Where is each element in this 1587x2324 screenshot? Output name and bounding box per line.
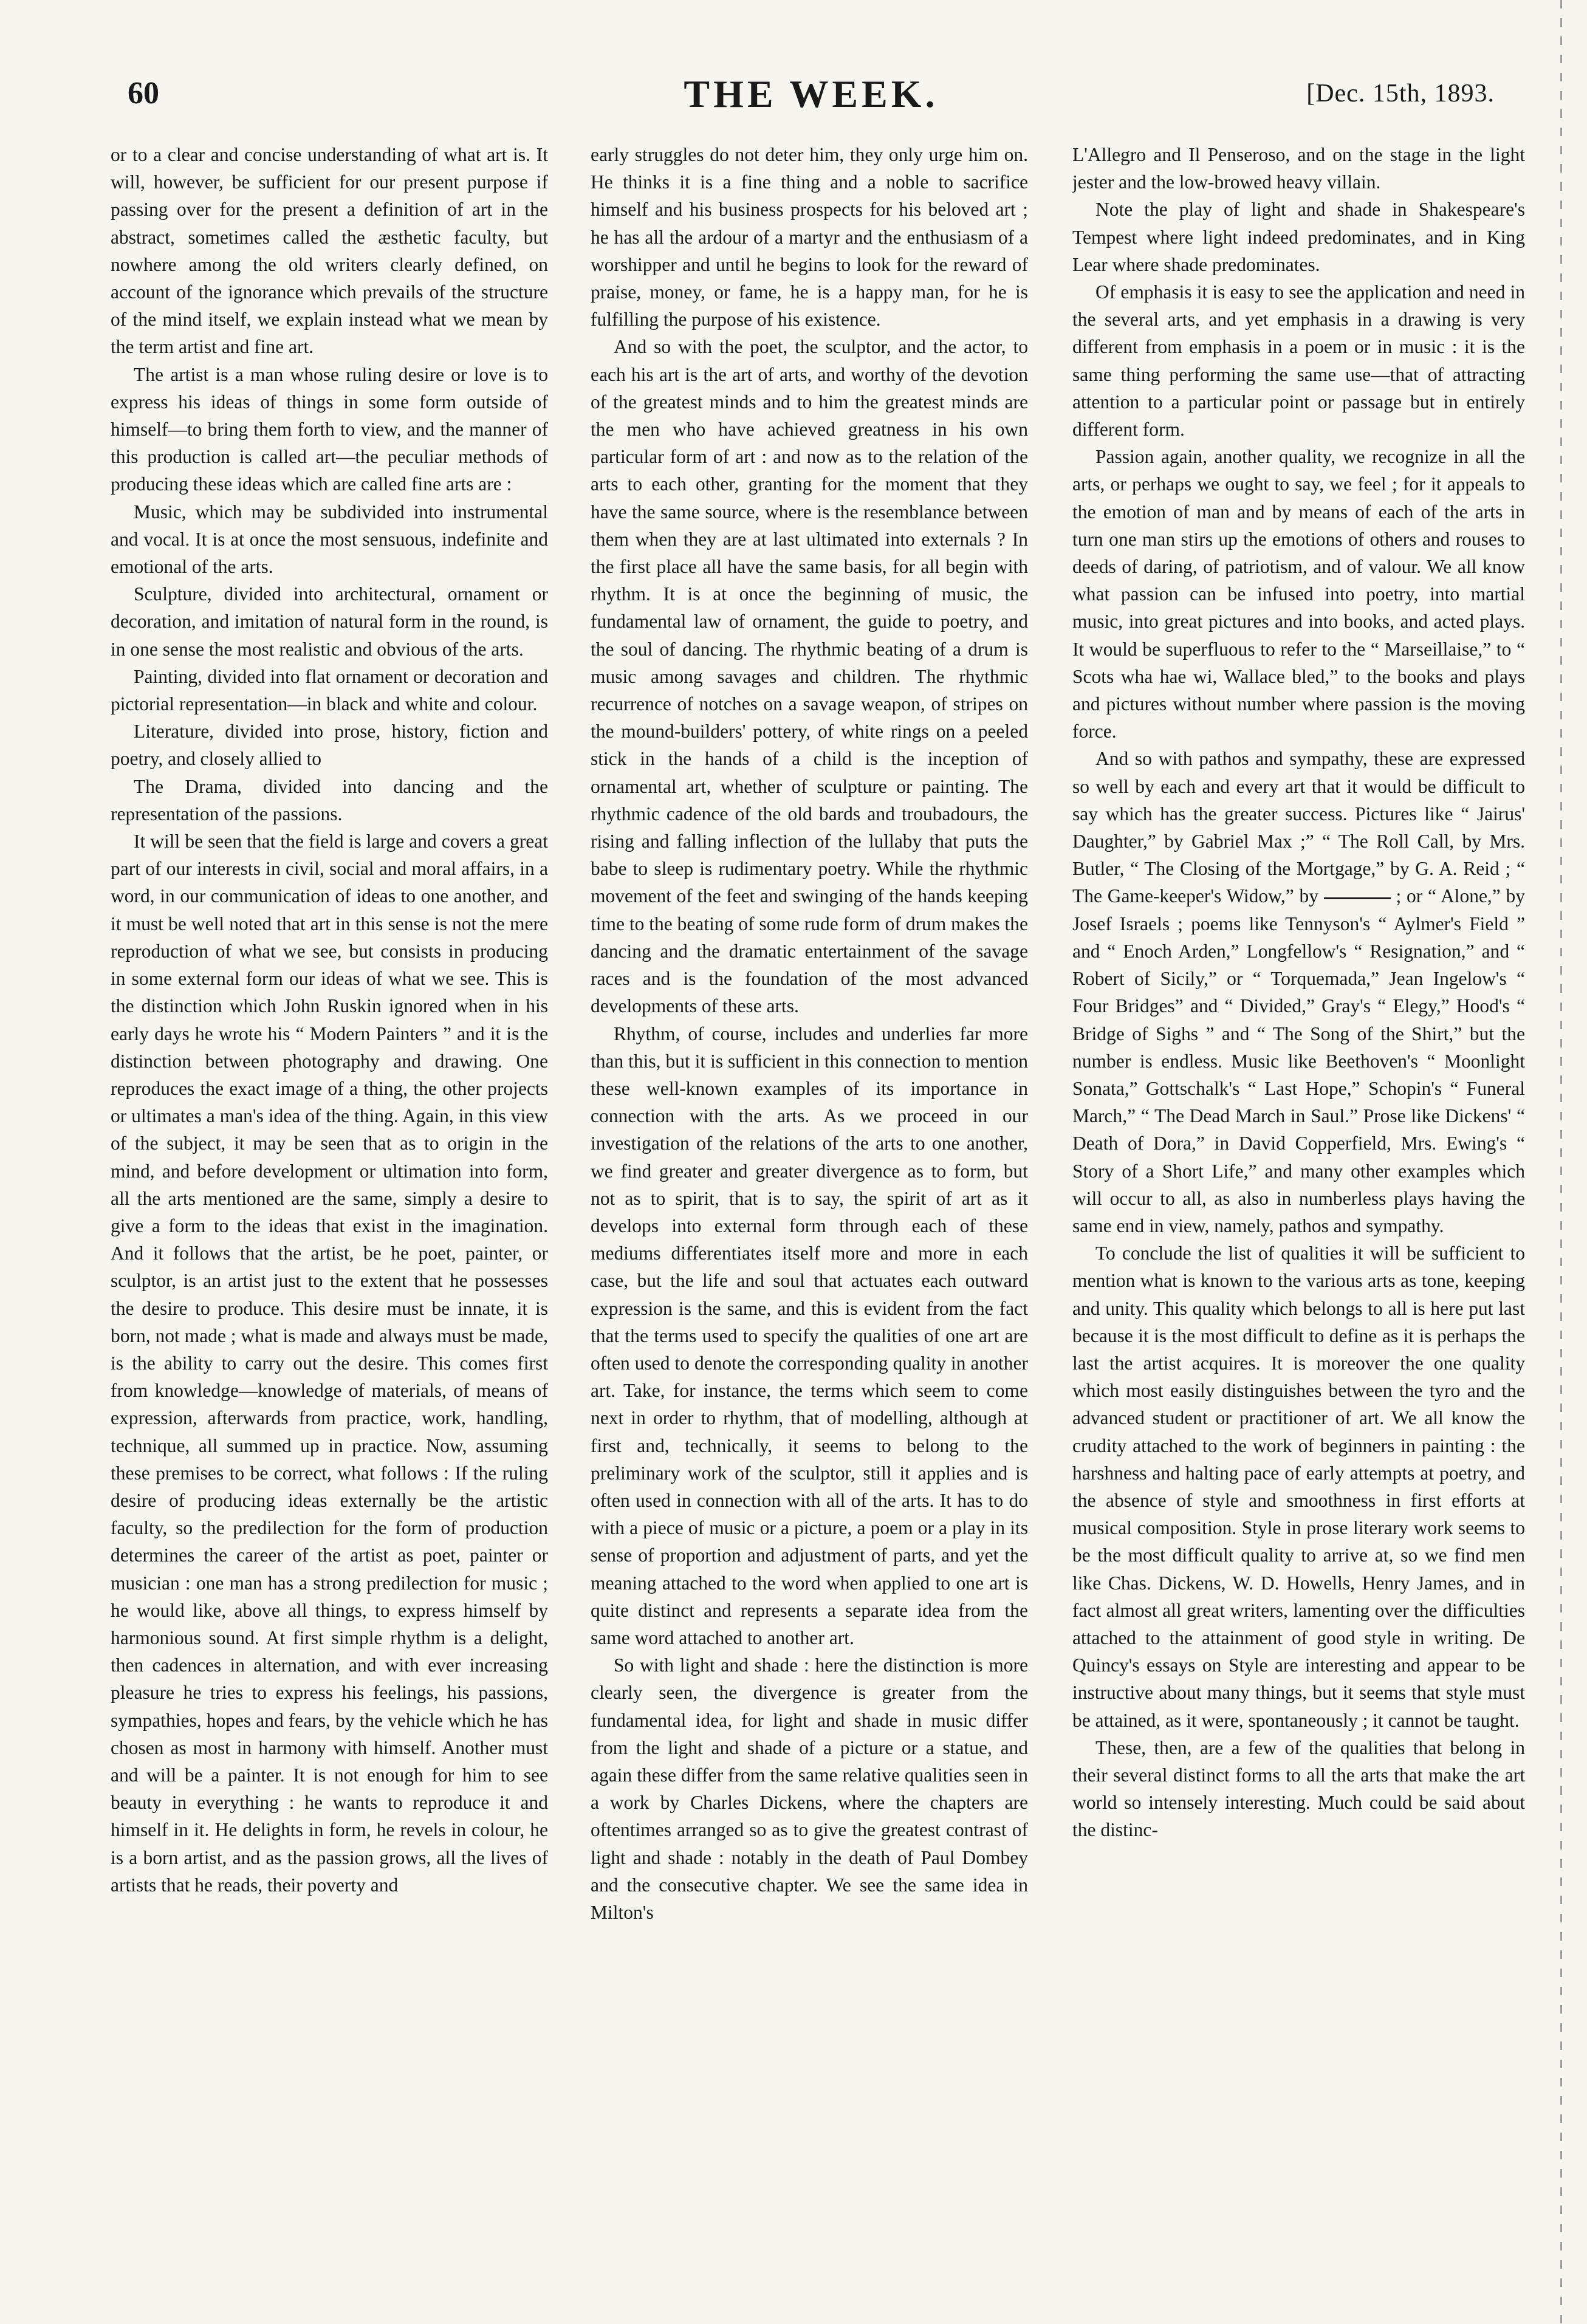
paragraph: early struggles do not deter him, they only urge him on. He thinks it is a fine thing and a noble to sacrifice himself and his business prospects for his beloved art ; he has all the ardour of a martyr and the enthusiasm of a worshipper and until he begins to look for the reward of praise, money, or fame, he is a happy man, for he is fulfilling the purpose of his existence. <box>591 144 1028 331</box>
paragraph: And so with the poet, the sculptor, and the actor, to each his art is the art of arts, and worthy of the devotion of the greatest minds and to him the greatest minds are the men who have achieved greatness in his own particular form of art : and now as to the relation of the arts to each other, granting for the moment that they have the same source, where is the resemblance between them when they are at last ultimated into externals ? In the first place all have the same basis, for all begin with rhythm. It is at once the beginning of music, the fundamental law of ornament, the guide to poetry, and the soul of dancing. The rhythmic beating of a drum is music among savages and children. The rhythmic recurrence of notches on a savage weapon, of stripes on the mound-builders' pottery, of white rings on a peeled stick in the hands of a child is the inception of ornamental art, whether of sculpture or painting. The rhythmic cadence of the old bards and troubadours, the rising and falling inflection of the lullaby that puts the babe to sleep is rudimentary poetry. While the rhythmic movement of the feet and swinging of the hands keeping time to the beating of some rude form of drum makes the dancing and the dramatic entertainment of the savage races and is the foundation of the most advanced developments of these arts. <box>591 336 1028 1017</box>
paragraph-text: ; or “ Alone,” by Josef Israels ; poems like Tennyson's “ Aylmer's Field ” and “ Enoch Arden,” Longfellow's “ Resignation,” and “ Robert of Sicily,” or “ Torquemada,” Jean Ingelow's “ Four Bridges” and “ Divided,” Gray's “ Elegy,” Hood's “ Bridge of Sighs ” and “ The Song of the Shirt,” but the number is endless. Music like Beethoven's “ Moonlight Sonata,” Gottschalk's “ Last Hope,” Schopin's “ Funeral March,” “ The Dead March in Saul.” Prose like Dickens' “ Death of Dora,” in David Copperfield, Mrs. Ewing's “ Story of a Short Life,” and many other examples which will occur to all, as also in numberless plays having the same end in view, namely, pathos and sympathy. <box>1072 885 1525 1236</box>
journal-title: THE WEEK. <box>684 72 939 115</box>
paragraph: Passion again, another quality, we recognize in all the arts, or perhaps we ought to say, we feel ; for it appeals to the emotion of man and by means of each of the arts in turn one man stirs up the emotions of others and rouses to deeds of daring, of patriotism, and of valour. We all know what passion can be infused into poetry, into martial music, into great pictures and into books, and acted plays. It would be superfluous to refer to the “ Marseillaise,” to “ Scots wha hae wi, Wallace bled,” to the books and plays and pictures without number where passion is the moving force. <box>1072 446 1525 742</box>
paragraph: Rhythm, of course, includes and underlies far more than this, but it is sufficient in this connection to mention these well-known examples of its importance in connection with the arts. As we proceed in our investigation of the relations of the arts to one another, we find greater and greater divergence as to form, but not as to spirit, that is to say, the spirit of art as it develops into external form through each of these mediums differentiates itself more and more in each case, but the life and soul that actuates each outward expression is the same, and this is evident from the fact that the terms used to specify the qualities of one art are often used to denote the corresponding quality in another art. Take, for instance, the terms which seem to come next in order to rhythm, that of modelling, although at first and, technically, it seems to belong to the preliminary work of the sculptor, still it applies and is often used in connection with all of the arts. It has to do with a piece of music or a picture, a poem or a play in its sense of proportion and adjustment of parts, and yet the meaning attached to the word when applied to one art is quite distinct and represents a separate idea from the same word attached to another art. <box>591 1023 1028 1648</box>
paragraph: The artist is a man whose ruling desire or love is to express his ideas of things in some form outside of himself—to bring them forth to view, and the manner of this production is called art—the peculiar methods of producing these ideas which are called fine arts are : <box>111 363 548 495</box>
paragraph: L'Allegro and Il Penseroso, and on the stage in the light jester and the low-browed heavy villain. <box>1072 144 1525 193</box>
paragraph: To conclude the list of qualities it will be sufficient to mention what is known to the various arts as tone, keeping and unity. This quality which belongs to all is here put last because it is the most difficult to define as it is perhaps the last the artist acquires. It is moreover the one quality which most easily distinguishes between the tyro and the advanced student or practitioner of art. We all know the crudity attached to the work of beginners in painting : the harshness and halting pace of early attempts at poetry, and the absence of style and smoothness in first efforts at musical composition. Style in prose literary work seems to be the most difficult quality to arrive at, so we find men like Chas. Dickens, W. D. Howells, Henry James, and in fact almost all great writers, lamenting over the difficulties attached to the attainment of good style in writing. De Quincy's essays on Style are interesting and appear to be instructive about many things, but it seems that style must be attained, as it were, spontaneously ; it cannot be taught. <box>1072 1243 1525 1731</box>
paragraph <box>1072 745 1525 1239</box>
paragraph: Painting, divided into flat ornament or decoration and pictorial representation—in black and white and colour. <box>111 665 548 715</box>
paragraph: Music, which may be subdivided into instrumental and vocal. It is at once the most sensuous, indefinite and emotional of the arts. <box>111 501 548 578</box>
paragraph: The Drama, divided into dancing and the representation of the passions. <box>111 775 548 824</box>
page-number: 60 <box>128 76 159 111</box>
paragraph: It will be seen that the field is large and covers a great part of our interests in civil, social and moral affairs, in a word, in our communication of ideas to one another, and it must be well noted that art in this sense is not the mere reproduction of what we see, but consists in producing in some external form our ideas of what we see. This is the distinction which John Ruskin ignored when in his early days he wrote his “ Modern Painters ” and it is the distinction between photography and drawing. One reproduces the exact image of a thing, the other projects or ultimates a man's idea of the thing. Again, in this view of the subject, it may be seen that as to origin in the mind, and before development or ultimation into form, all the arts mentioned are the same, simply a desire to give a form to the ideas that exist in the imagination. And it follows that the artist, be he poet, painter, or sculptor, is an artist just to the extent that he possesses the desire to produce. This desire must be innate, it is born, not made ; what is made and always must be made, is the ability to carry out the desire. This comes first from knowledge—knowledge of materials, of means of expression, afterwards from practice, work, handling, technique, all summed up in practice. Now, assuming these premises to be correct, what follows : If the ruling desire of producing ideas externally be the artistic faculty, so the predilection for the form of production determines the career of the artist as poet, painter or musician : one man has a strong predilection for music ; he would like, above all things, to express himself by harmonious sound. At first simple rhythm is a delight, then cadences in alternation, and with ever increasing pleasure he tries to express his feelings, his passions, sympathies, hopes and fears, by the vehicle which he has chosen as most in harmony with himself. Another must and will be a painter. It is not enough for him to see beauty in everything : he wants to reproduce it and himself in it. He delights in form, he revels in colour, he is a born artist, and as the passion grows, all the lives of artists that he reads, their poverty and <box>111 831 548 1896</box>
page-header <box>128 72 1495 126</box>
issue-date: [Dec. 15th, 1893. <box>1306 80 1495 108</box>
blank-dash <box>1324 897 1391 899</box>
column-1 <box>111 141 548 2292</box>
paragraph: So with light and shade : here the distinction is more clearly seen, the divergence is greater from the fundamental idea, for light and shade in music differ from the light and shade of a picture or a statue, and again these differ from the same relative qualities seen in a work by Charles Dickens, where the chapters are oftentimes arranged so as to give the greatest contrast of light and shade : notably in the death of Paul Dombey and the consecutive chapter. We see the same idea in Milton's <box>591 1654 1028 1923</box>
paragraph: These, then, are a few of the qualities that belong in their several distinct forms to all the arts that make the art world so intensely interesting. Much could be said about the distinc- <box>1072 1736 1525 1841</box>
page-edge-rule <box>1560 0 1562 2324</box>
column-2 <box>591 141 1028 2292</box>
paragraph: Literature, divided into prose, history, fiction and poetry, and closely allied to <box>111 721 548 770</box>
paragraph: Sculpture, divided into architectural, ornament or decoration, and imitation of natural form in the round, is in one sense the most realistic and obvious of the arts. <box>111 583 548 660</box>
paragraph: Note the play of light and shade in Shakespeare's Tempest where light indeed predominates, and in King Lear where shade predominates. <box>1072 199 1525 275</box>
column-3 <box>1072 141 1525 2292</box>
paragraph: Of emphasis it is easy to see the application and need in the several arts, and yet emphasis in a drawing is very different from emphasis in a poem or in music : it is the same thing performing the same use—that of attracting attention to a particular point or passage but in entirely different form. <box>1072 281 1525 440</box>
paragraph-text: And so with pathos and sympathy, these are expressed so well by each and every art that it would be difficult to say which has the greater success. Pictures like “ Jairus' Daughter,” by Gabriel Max ;” “ The Roll Call, by Mrs. Butler, “ The Closing of the Mortgage,” by G. A. Reid ; “ The Game-keeper's Widow,” by <box>1072 748 1525 907</box>
paragraph: or to a clear and concise understanding of what art is. It will, however, be sufficient for our present purpose if passing over for the present a definition of art in the abstract, sometimes called the æsthetic faculty, but nowhere among the old writers clearly defined, on account of the ignorance which prevails of the structure of the mind itself, we explain instead what we mean by the term artist and fine art. <box>111 144 548 358</box>
